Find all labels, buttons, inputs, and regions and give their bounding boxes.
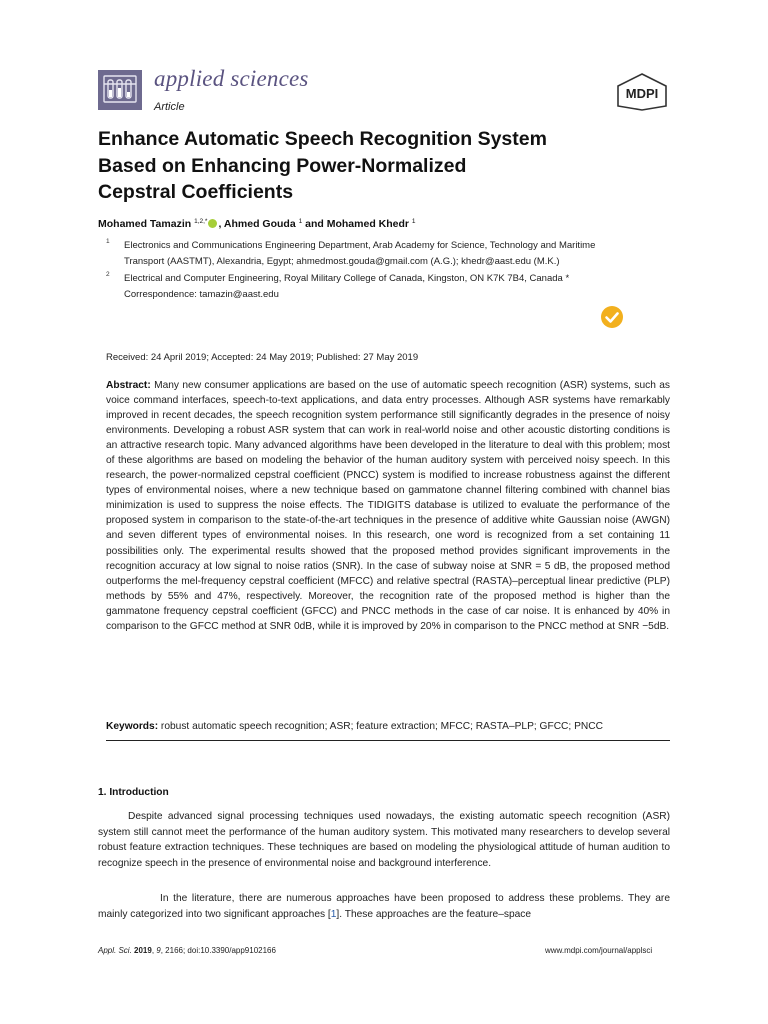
paragraph-text: In the literature, there are numerous approaches have been proposed to address these problems. They are mainly categorized into two significant approaches [ <box>98 893 670 920</box>
title-line: Cepstral Coefficients <box>98 181 294 203</box>
affiliation-2 <box>124 271 684 303</box>
orcid-icon[interactable] <box>208 219 217 228</box>
mdpi-hexagon-icon <box>614 72 670 112</box>
footer-volume: 9 <box>156 946 161 955</box>
journal-name: applied sciences <box>154 66 309 91</box>
affiliation-number: 1 <box>106 238 110 245</box>
footer-doi: , 2166; doi:10.3390/app9102166 <box>160 946 276 955</box>
journal-logo <box>98 70 142 110</box>
keywords <box>106 721 670 732</box>
author-separator: and <box>302 218 327 230</box>
author-affiliation-marker: 1 <box>411 218 416 225</box>
footer-journal: Appl. Sci. <box>98 946 132 955</box>
affiliation-line: Correspondence: tamazin@aast.edu <box>124 289 279 300</box>
affiliation-1 <box>124 238 684 270</box>
footer-year: 2019 <box>134 946 152 955</box>
keywords-label: Keywords: <box>106 721 159 732</box>
author-name: Ahmed Gouda <box>223 218 296 230</box>
title-line: Enhance Automatic Speech Recognition System <box>98 128 547 150</box>
footer-url[interactable]: www.mdpi.com/journal/applsci <box>545 946 653 955</box>
check-for-updates-icon[interactable] <box>600 305 624 329</box>
publisher-logo-text: MDPI <box>625 86 659 101</box>
affiliation-number: 2 <box>106 271 110 278</box>
keywords-divider <box>106 740 670 741</box>
paper-title <box>98 126 658 206</box>
author-name: Mohamed Khedr <box>326 218 409 230</box>
publication-dates: Received: 24 April 2019; Accepted: 24 May 2019; Published: 27 May 2019 <box>106 352 419 363</box>
citation-link[interactable]: 1 <box>330 908 337 920</box>
author-affiliation-marker: 1,2,* <box>194 218 208 225</box>
article-type: Article <box>154 101 185 113</box>
affiliation-line: Electronics and Communications Engineering Department, Arab Academy for Science, Technology and Maritime <box>124 240 596 251</box>
abstract-text: Many new consumer applications are based on the use of automatic speech recognition (ASR) systems, such as voice command interfaces, speech-to-text applications, and data entry processes. Although ASR systems have remarkably improved in recent decades, the speech recognition system performance still significantly degrades in the presence of noisy environments. Developing a robust ASR system that can work in real-world noise and other acoustic distorting conditions is an attractive research topic. Many advanced algorithms have been developed in the literature to deal with this problem; most of these algorithms are based on modeling the behavior of the human auditory system with perceived noisy speech. In this research, the power-normalized cepstral coefficient (PNCC) system is modified to increase robustness against the different types of environmental noises, where a new technique based on gammatone channel filtering combined with channel bias minimization is used to suppress the noise effects. The TIDIGITS database is utilized to evaluate the performance of the proposed system in comparison to the state-of-the-art techniques in the presence of additive white Gaussian noise (AWGN) and seven different types of environmental noises. In this research, one word is recognized from a set containing 11 possibilities only. The experimental results showed that the proposed method provides significant improvements in the recognition accuracy at low signal to noise ratios (SNR). In the case of subway noise at SNR = 5 dB, the proposed method outperforms the mel-frequency cepstral coefficient (MFCC) and relative spectral (RASTA)–perceptual linear predictive (PLP) methods by 55% and 47%, respectively. Moreover, the recognition rate of the proposed method is higher than the gammatone frequency cepstral coefficient (GFCC) and PNCC methods in the case of car noise. It is enhanced by 40% in comparison to the GFCC method at SNR 0dB, while it is improved by 20% in comparison to the PNCC method at SNR −5dB. <box>106 380 670 632</box>
affiliation-line: Electrical and Computer Engineering, Royal Military College of Canada, Kingston, ON K7K 7B4, Canada * <box>124 273 570 284</box>
paragraph-text: ]. These approaches are the feature–space <box>336 908 532 920</box>
intro-paragraph-2 <box>98 891 670 922</box>
author-affiliation-marker: 1 <box>298 218 303 225</box>
footer-citation: Appl. Sci. 2019, 9, 2166; doi:10.3390/app9102166 <box>98 946 276 955</box>
section-heading: 1. Introduction <box>98 787 169 798</box>
affiliation-line: Transport (AASTMT), Alexandria, Egypt; ahmedmost.gouda@gmail.com (A.G.); khedr@aast.edu (M.K.) <box>124 256 560 267</box>
intro-paragraph-1: Despite advanced signal processing techniques used nowadays, the existing automatic speech recognition (ASR) system still cannot meet the performance of the human auditory system. This motivated many researchers to develop several robust feature extraction techniques. These techniques are based on modeling the physiological attitude of human audition to recognize speech in the presence of environmental noise and background interference. <box>98 811 670 869</box>
author-name: Mohamed Tamazin <box>98 218 192 230</box>
author-separator: , <box>218 218 224 230</box>
author-list <box>98 218 416 230</box>
test-tubes-icon <box>98 70 142 110</box>
keywords-text: robust automatic speech recognition; ASR; feature extraction; MFCC; RASTA–PLP; GFCC; PNCC <box>158 721 603 732</box>
title-line: Based on Enhancing Power-Normalized <box>98 154 467 177</box>
abstract-label: Abstract: <box>106 380 151 391</box>
publisher-logo <box>614 72 670 112</box>
abstract <box>106 378 670 634</box>
